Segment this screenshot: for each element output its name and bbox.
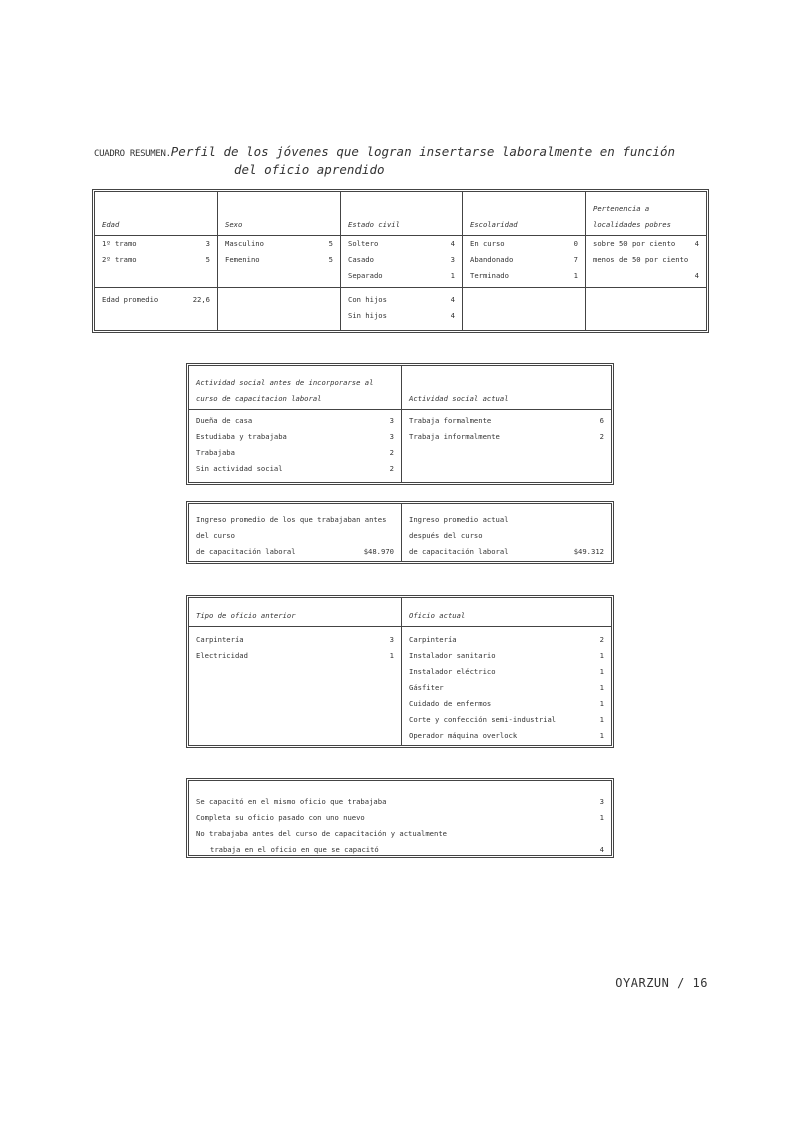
- pertenencia-cell: [586, 236, 706, 288]
- list-item: Sin hijos 4: [348, 311, 455, 320]
- list-item: Electricidad 1: [196, 651, 394, 660]
- list-item: Corte y confección semi-industrial 1: [409, 715, 604, 724]
- actividad-anterior-list: [189, 410, 402, 482]
- capacitacion-list: [189, 781, 611, 855]
- header-oficio-anterior: Tipo de oficio anterior: [189, 598, 402, 627]
- ingreso-actual-line-2: después del curso: [409, 531, 483, 540]
- empty-cell: [463, 288, 586, 330]
- ingreso-anterior-line-2: del curso: [196, 531, 235, 540]
- title-line-2: del oficio aprendido: [234, 162, 385, 177]
- header-actividad-actual: Actividad social actual: [402, 366, 611, 410]
- header-oficio-actual: Oficio actual: [402, 598, 611, 627]
- ingreso-actual-line-1: Ingreso promedio actual: [409, 515, 509, 524]
- list-item: Sin actividad social 2: [196, 464, 394, 473]
- list-item: Casado 3: [348, 255, 455, 264]
- list-item: Con hijos 4: [348, 295, 455, 304]
- title-lead: CUADRO RESUMEN.: [94, 149, 171, 159]
- list-item: Instalador eléctrico 1: [409, 667, 604, 676]
- list-item: En curso 0: [470, 239, 578, 248]
- ingreso-anterior-line-1: Ingreso promedio de los que trabajaban antes: [196, 515, 387, 524]
- actividad-social-table: [186, 363, 614, 485]
- summary-table: [92, 189, 709, 333]
- list-item: 1º tramo 3: [102, 239, 210, 248]
- ingreso-anterior-value: $48.970: [363, 547, 394, 556]
- list-item: Masculino 5: [225, 239, 333, 248]
- list-item: Trabaja formalmente 6: [409, 416, 604, 425]
- list-item: Trabajaba 2: [196, 448, 394, 457]
- list-item: menos de 50 por ciento: [593, 255, 689, 264]
- header-escolaridad: Escolaridad: [463, 192, 586, 236]
- title-line-1: Perfil de los jóvenes que logran insertarse laboralmente en función: [170, 144, 675, 159]
- escolaridad-cell: [463, 236, 586, 288]
- ingreso-actual-cell: [402, 504, 611, 561]
- list-item: 4: [694, 271, 699, 280]
- ingreso-actual-row: de capacitación laboral $49.312: [409, 544, 604, 560]
- empty-cell: [218, 288, 341, 330]
- list-item: sobre 50 por ciento 4: [593, 239, 699, 248]
- list-item: No trabajaba antes del curso de capacitación y actualmente: [196, 829, 447, 838]
- header-estado-civil: Estado civil: [341, 192, 463, 236]
- list-item: Completa su oficio pasado con uno nuevo 1: [196, 813, 604, 822]
- oficio-table: [186, 595, 614, 748]
- page-footer: OYARZUN / 16: [615, 976, 708, 990]
- list-item: Estudiaba y trabajaba 3: [196, 432, 394, 441]
- sexo-cell: [218, 236, 341, 288]
- document-title: [94, 144, 714, 177]
- list-item: Edad promedio 22,6: [102, 295, 210, 304]
- ingreso-anterior-row: de capacitación laboral $48.970: [196, 544, 394, 560]
- list-item: Carpintería 3: [196, 635, 394, 644]
- list-item: Carpintería 2: [409, 635, 604, 644]
- list-item: Soltero 4: [348, 239, 455, 248]
- actividad-actual-list: [402, 410, 611, 482]
- oficio-actual-list: [402, 627, 611, 745]
- capacitacion-table: [186, 778, 614, 858]
- list-item: Dueña de casa 3: [196, 416, 394, 425]
- header-actividad-anterior: Actividad social antes de incorporarse al curso de capacitacion laboral: [189, 366, 402, 410]
- list-item: trabaja en el oficio en que se capacitó 4: [210, 845, 604, 854]
- header-sexo: Sexo: [218, 192, 341, 236]
- list-item: Terminado 1: [470, 271, 578, 280]
- list-item: Abandonado 7: [470, 255, 578, 264]
- edad-promedio-cell: [95, 288, 218, 330]
- list-item: Gásfiter 1: [409, 683, 604, 692]
- list-item: Instalador sanitario 1: [409, 651, 604, 660]
- list-item: Separado 1: [348, 271, 455, 280]
- list-item: Trabaja informalmente 2: [409, 432, 604, 441]
- list-item: Operador máquina overlock 1: [409, 731, 604, 740]
- edad-cell: [95, 236, 218, 288]
- estado-civil-cell: [341, 236, 463, 288]
- list-item: Cuidado de enfermos 1: [409, 699, 604, 708]
- oficio-anterior-list: [189, 627, 402, 745]
- header-pertenencia: Pertenencia a localidades pobres: [586, 192, 706, 236]
- header-edad: Edad: [95, 192, 218, 236]
- ingreso-actual-value: $49.312: [573, 547, 604, 556]
- hijos-cell: [341, 288, 463, 330]
- list-item: Femenino 5: [225, 255, 333, 264]
- ingreso-table: [186, 501, 614, 564]
- ingreso-anterior-cell: [189, 504, 402, 561]
- list-item: Se capacitó en el mismo oficio que trabajaba 3: [196, 797, 604, 806]
- list-item: 2º tramo 5: [102, 255, 210, 264]
- empty-cell: [586, 288, 706, 330]
